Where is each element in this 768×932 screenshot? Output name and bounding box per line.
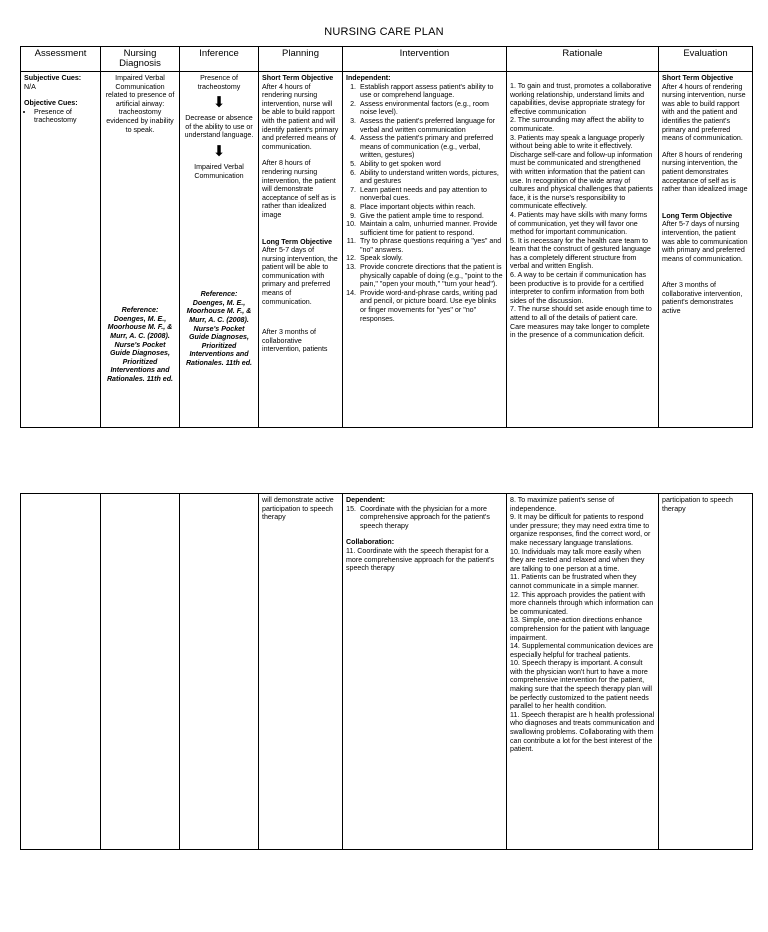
intervention-item: 6. Ability to understand written words, pictures, and gestures <box>358 169 503 186</box>
evaluation-cell-cont <box>659 494 753 850</box>
rationale-item: 1. To gain and trust, promotes a collaborative working relationship, understand limits and capabilities, devise appropriate strategy for effective communication <box>510 82 652 116</box>
independent-list <box>346 83 503 324</box>
header-intervention: Intervention <box>343 47 507 72</box>
rationale-item: 9. It may be difficult for patients to respond under pressure; they may need extra time to organize responses, find the correct word, or make necessary language translations. <box>510 513 651 547</box>
long-term-objective-label: Long Term Objective <box>262 237 333 246</box>
evaluation-short-1: After 4 hours of rendering nursing intervention, nurse was able to build rapport with and the patient and identifies the patient's primary and preferred means of communication. <box>662 82 746 143</box>
objective-label: Objective Cues: <box>24 99 78 108</box>
rationale-cell <box>507 72 659 428</box>
intervention-item: 12. Speak slowly. <box>358 254 503 263</box>
header-inference: Inference <box>180 47 259 72</box>
rationale-item: 10. Speech therapy is important. A consult with the physician won't hurt to have a more comprehensive intervention for the patient, making sure that the speech therapy plan will be perfectly customized to the patient needs parallel to her health condition. <box>510 659 652 711</box>
planning-long-2: After 3 months of collaborative intervention, patients <box>262 328 328 354</box>
intervention-item: 14. Provide word-and-phrase cards, writing pad and pencil, or picture board. Use eye blinks or finger movements for "yes" or "no" responses. <box>358 289 503 323</box>
intervention-item: 8. Place important objects within reach. <box>358 203 503 212</box>
header-nursing-diagnosis: Nursing Diagnosis <box>101 47 180 72</box>
planning-cell <box>259 72 343 428</box>
rationale-item: 6. A way to be certain if communication has been productive is to provide for a certified interpreter to confirm information from both sides of the discussion. <box>510 271 647 305</box>
content-row <box>21 72 753 428</box>
care-plan-table-page-2 <box>20 493 753 850</box>
rationale-item: 14. Supplemental communication devices are especially helpful for tracheal patients. <box>510 642 654 659</box>
subjective-label: Subjective Cues: <box>24 74 82 82</box>
intervention-cell <box>343 72 507 428</box>
reference-label: Reference: <box>121 306 159 315</box>
intervention-item: 7. Learn patient needs and pay attention to nonverbal cues. <box>358 186 503 203</box>
inference-cell-cont <box>180 494 259 850</box>
inference-step-3: Impaired Verbal Communication <box>194 162 244 180</box>
intervention-item: 13. Provide concrete directions that the patient is physically capable of doing (e.g., "point to the pain," "open your mouth," "turn your head"). <box>358 263 503 289</box>
diagnosis-reference <box>104 306 176 383</box>
rationale-item: 3. Patients may speak a language properly without being able to write it effectively. Discharge self-care and follow-up information must be communicated and strengthened with written information that the patient can use. In recognition of the wide array of cultures and physical challenges that patients face, it is the nurse's responsibility to communicate effectively. <box>510 133 653 211</box>
inference-step-1: Presence of tracheostomy <box>197 74 241 91</box>
rationale-item: 13. Simple, one-action directions enhance comprehension for the patient with language impairment. <box>510 616 650 642</box>
rationale-item: 2. The surrounding may affect the ability to communicate. <box>510 116 644 133</box>
independent-label: Independent: <box>346 74 391 82</box>
intervention-cell-cont <box>343 494 507 850</box>
intervention-item: 5. Ability to get spoken word <box>358 160 503 169</box>
intervention-item: 11. Try to phrase questions requiring a "yes" and "no" answers. <box>358 237 503 254</box>
collaboration-label: Collaboration: <box>346 538 395 547</box>
planning-short-1: After 4 hours of rendering nursing intervention, nurse will be able to build rapport with the patient and will identify patient's primary and preferred means of communication. <box>262 82 339 151</box>
dependent-item: 15. Coordinate with the physician for a more comprehensive approach for the patient's speech therapy <box>358 505 503 531</box>
rationale-list-cont <box>510 496 655 754</box>
evaluation-short-2: After 8 hours of rendering nursing intervention, the patient demonstrates acceptance of self as is rather than idealized image <box>662 150 748 194</box>
intervention-item: 2. Assess environmental factors (e.g., room noise level). <box>358 100 503 117</box>
reference-label: Reference: <box>200 290 238 299</box>
reference-text: Doenges, M. E., Moorhouse M. F., & Murr, A. C. (2008). Nurse's Pocket Guide Diagnoses, Prioritized Interventions and Rationales. 11th ed. <box>106 314 174 383</box>
planning-short-2: After 8 hours of rendering nursing intervention, the patient will demonstrate acceptance of self as is rather than idealized image <box>262 159 336 219</box>
header-assessment: Assessment <box>21 47 101 72</box>
diagnosis-text: Impaired Verbal Communication related to presence of artificial airway: tracheostomy evidenced by inability to speak. <box>105 74 175 134</box>
intervention-item: 10. Maintain a calm, unhurried manner. Provide sufficient time for patient to respond. <box>358 220 503 237</box>
inference-reference <box>183 290 255 367</box>
continuation-row <box>21 494 753 850</box>
diagnosis-cell <box>101 72 180 428</box>
rationale-item: 10. Individuals may talk more easily when they are rested and relaxed and when they are talking to one person at a time. <box>510 547 645 573</box>
rationale-item: 5. It is necessary for the health care team to learn that the construct of gestured language has a completely different structure from verbal and written English. <box>510 236 651 271</box>
planning-long-2-cont: will demonstrate active participation to speech therapy <box>262 496 334 522</box>
rationale-item: 11. Patients can be frustrated when they cannot communicate in a simple manner. <box>510 573 639 590</box>
evaluation-cell <box>659 72 753 428</box>
header-evaluation: Evaluation <box>659 47 753 72</box>
header-row <box>21 47 753 72</box>
intervention-item: 9. Give the patient ample time to respond. <box>358 212 503 221</box>
rationale-item: 7. The nurse should set aside enough time to attend to all of the details of patient care. Care measures may take longer to complete in the presence of a communication deficit. <box>510 305 652 340</box>
header-planning: Planning <box>259 47 343 72</box>
dependent-list <box>346 505 503 531</box>
objective-item: • Presence of tracheostomy <box>34 108 97 125</box>
page-title: NURSING CARE PLAN <box>324 26 444 38</box>
rationale-cell-cont <box>507 494 659 850</box>
objective-list <box>24 108 97 125</box>
short-term-objective-label: Short Term Objective <box>262 74 334 82</box>
evaluation-long-1: After 5-7 days of nursing intervention, the patient was able to communication with primary and preferred means of communication. <box>662 220 748 263</box>
rationale-item: 4. Patients may have skills with many forms of communication, yet they will favor one method for important communication. <box>510 210 648 237</box>
dependent-label: Dependent: <box>346 496 386 504</box>
assessment-cell-cont <box>21 494 101 850</box>
evaluation-long-2: After 3 months of collaborative intervention, patient's demonstrates active <box>662 281 743 316</box>
care-plan-table-page-1 <box>20 46 753 428</box>
intervention-item: 3. Assess the patient's preferred language for verbal and written communication <box>358 117 503 134</box>
evaluation-long-2-cont: participation to speech therapy <box>662 496 733 513</box>
eval-long-term-label: Long Term Objective <box>662 211 733 220</box>
subjective-value: N/A <box>24 82 36 91</box>
diagnosis-cell-cont <box>101 494 180 850</box>
eval-short-term-label: Short Term Objective <box>662 74 734 82</box>
planning-long-1: After 5-7 days of nursing intervention, the patient will be able to communication with primary and preferred means of communication. <box>262 246 338 306</box>
rationale-list <box>510 74 655 340</box>
collaboration-text: 11. Coordinate with the speech therapist for a more comprehensive approach for the patient's speech therapy <box>346 546 495 573</box>
inference-step-2: Decrease or absence of the ability to use or understand language. <box>184 114 254 140</box>
down-arrow-icon: ⬇ <box>212 94 226 112</box>
down-arrow-icon: ⬇ <box>212 142 226 160</box>
intervention-item: 1. Establish rapport assess patient's ability to use or comprehend language. <box>358 83 503 100</box>
rationale-item: 11. Speech therapist are h health professional who diagnoses and treats communication and swallowing problems. Collaborating with them can contribute a lot for the best interest of the patient. <box>510 710 655 754</box>
reference-text: Doenges, M. E., Moorhouse M. F., & Murr, A. C. (2008). Nurse's Pocket Guide Diagnoses, Prioritized Interventions and Rationales. 11th ed. <box>185 298 253 367</box>
header-rationale: Rationale <box>507 47 659 72</box>
assessment-cell <box>21 72 101 428</box>
rationale-item: 12. This approach provides the patient with more channels through which information can be communicated. <box>510 590 654 616</box>
planning-cell-cont <box>259 494 343 850</box>
intervention-item: 4. Assess the patient's primary and preferred means of communication (e.g., verbal, written, gestures) <box>358 134 503 160</box>
inference-cell <box>180 72 259 428</box>
rationale-item: 8. To maximize patient's sense of independence. <box>510 496 615 513</box>
